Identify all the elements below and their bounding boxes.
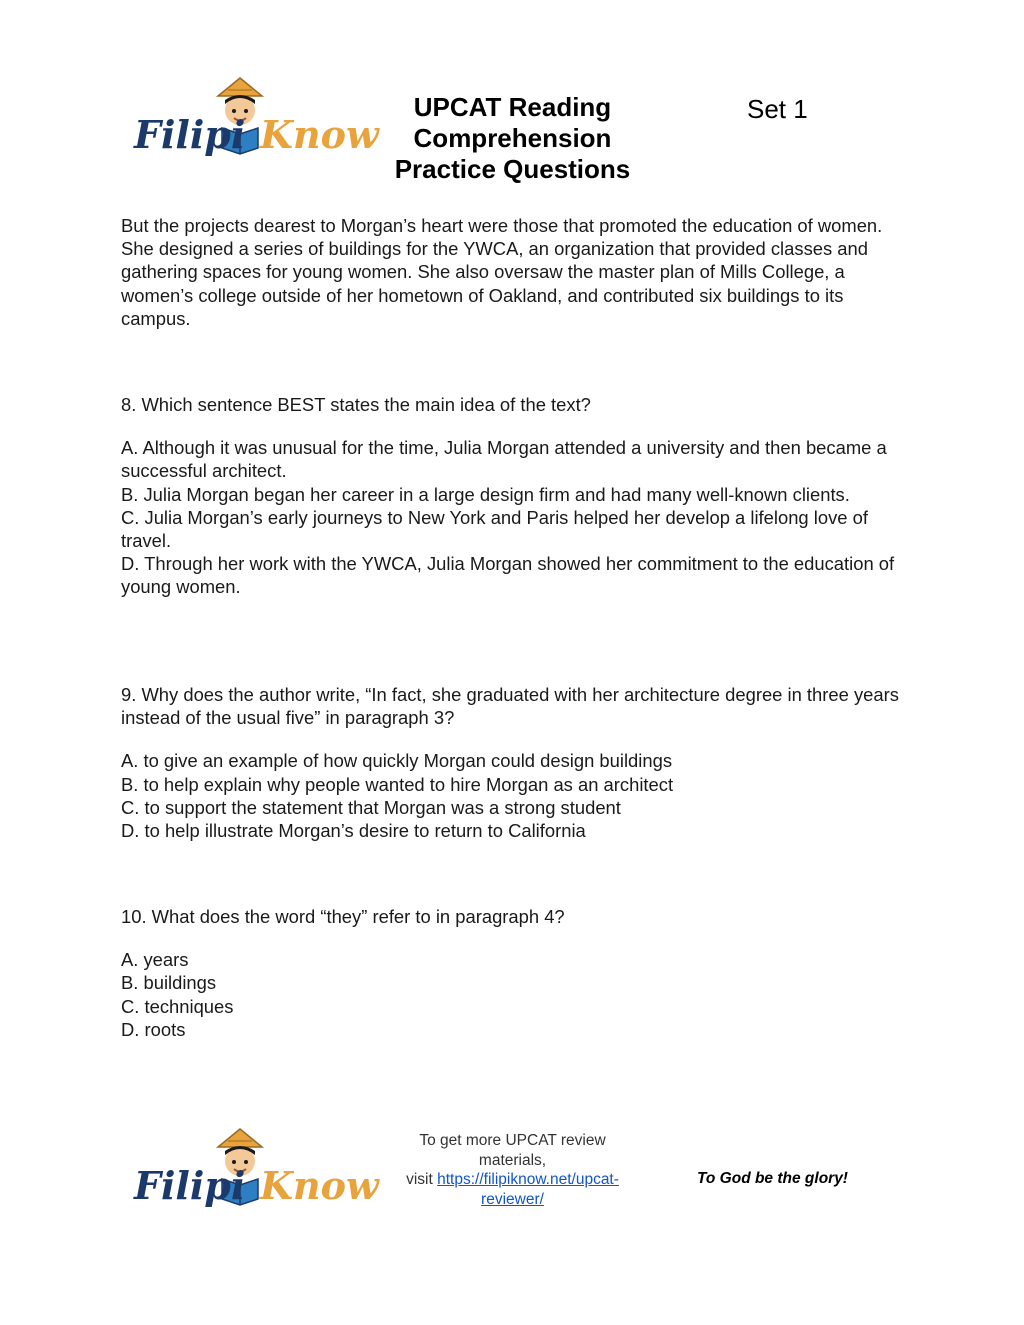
footer-note-text: To get more UPCAT review materials, xyxy=(419,1132,606,1169)
question-stem: 10. What does the word “they” refer to in paragraph 4? xyxy=(121,906,565,927)
question-stem: 8. Which sentence BEST states the main idea of the text? xyxy=(121,394,591,415)
footer-visit-word: visit xyxy=(406,1171,433,1188)
upcat-reviewer-link[interactable]: https://filipiknow.net/upcat-reviewer/ xyxy=(437,1171,619,1208)
answer-option: B. to help explain why people wanted to hire Morgan as an architect xyxy=(121,773,674,795)
answer-option: B. buildings xyxy=(121,972,217,994)
filipiknow-logo xyxy=(130,76,379,166)
answer-options xyxy=(121,436,911,598)
filipiknow-footer-logo xyxy=(130,1127,379,1217)
answer-option: C. to support the statement that Morgan was a strong student xyxy=(121,796,621,818)
question-8 xyxy=(121,393,911,599)
answer-option: A. Although it was unusual for the time, Julia Morgan attended a university and then became a successful architect. xyxy=(121,437,887,482)
answer-options xyxy=(121,749,911,842)
set-label: Set 1 xyxy=(747,94,808,124)
logo-text-filipi: Filipi xyxy=(134,112,246,157)
question-9 xyxy=(121,683,911,842)
question-stem: 9. Why does the author write, “In fact, she graduated with her architecture degree in three years instead of the usual five” in paragraph 3? xyxy=(121,684,899,729)
logo-graphic xyxy=(130,1127,379,1217)
answer-option: D. Through her work with the YWCA, Julia Morgan showed her commitment to the education of young women. xyxy=(121,553,895,598)
answer-option: A. to give an example of how quickly Morgan could design buildings xyxy=(121,750,673,772)
answer-option: C. techniques xyxy=(121,995,234,1017)
answer-option: D. roots xyxy=(121,1018,186,1040)
answer-option: A. years xyxy=(121,949,189,971)
logo-text-know: Know xyxy=(260,112,379,157)
logo-text-know: Know xyxy=(260,1163,379,1208)
answer-option: C. Julia Morgan’s early journeys to New York and Paris helped her develop a lifelong love of travel. xyxy=(121,506,868,552)
title-line: Practice Questions xyxy=(394,154,631,184)
answer-options xyxy=(121,948,911,1041)
title-line: Comprehension xyxy=(413,123,612,153)
answer-option: B. Julia Morgan began her career in a large design firm and had many well-known clients. xyxy=(121,483,850,505)
footer-tagline: To God be the glory! xyxy=(697,1170,848,1187)
page-title xyxy=(380,92,645,185)
reading-passage: But the projects dearest to Morgan’s heart were those that promoted the education of women. She designed a series of buildings for the YWCA, an organization that provided classes and gathering spaces for young women. She also oversaw the master plan of Mills College, a women’s college outside of her hometown of Oakland, and contributed six buildings to its campus. xyxy=(121,215,883,329)
logo-text-filipi: Filipi xyxy=(134,1163,246,1208)
footer-note xyxy=(390,1131,635,1209)
title-line: UPCAT Reading xyxy=(413,92,612,122)
question-10 xyxy=(121,905,911,1041)
answer-option: D. to help illustrate Morgan’s desire to return to California xyxy=(121,820,586,842)
logo-graphic xyxy=(130,76,379,166)
